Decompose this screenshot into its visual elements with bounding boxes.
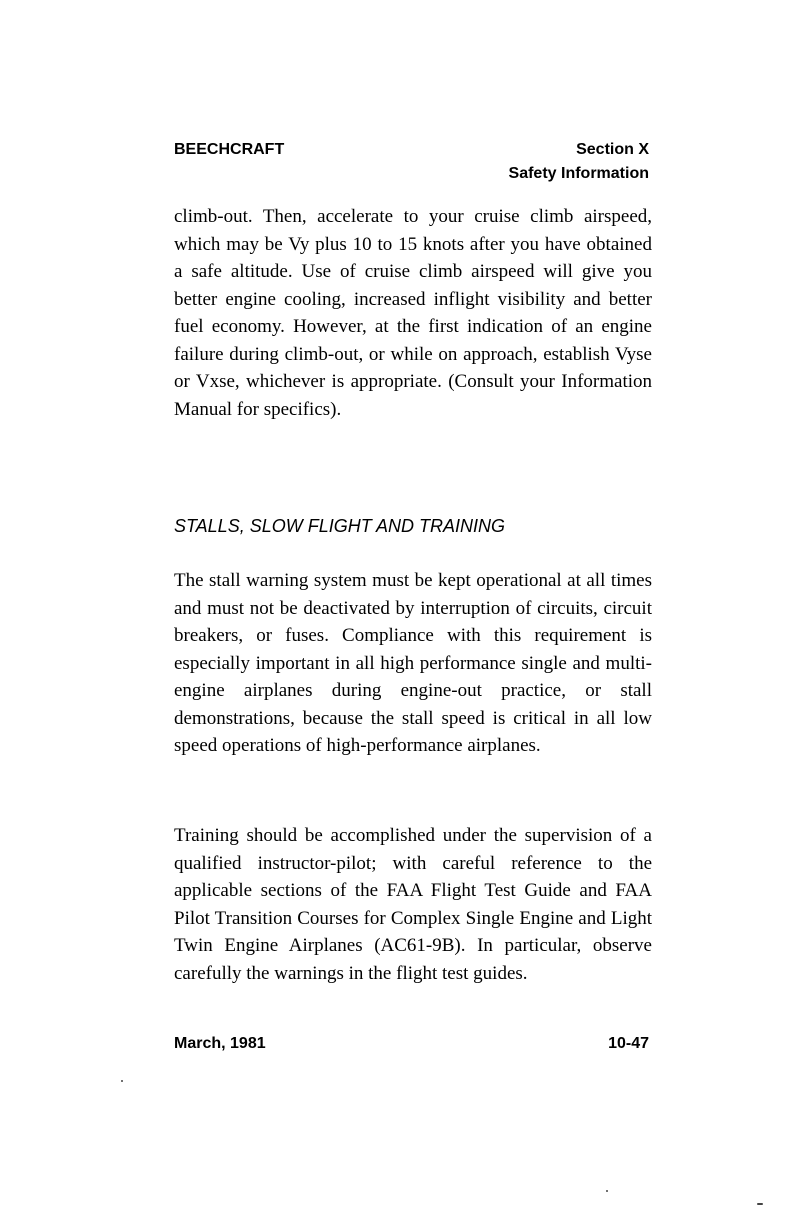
running-header-section	[509, 138, 649, 186]
scan-speck	[121, 1080, 123, 1082]
footer-date: March, 1981	[174, 1035, 266, 1052]
paragraph-stall-warning: The stall warning system must be kept operational at all times and must not be deactivated by interruption of circuits, circuit breakers, or fuses. Compliance with this requirement is especially important in all high performance single and multi-engine airplanes during engine-out practice, or stall demonstrations, because the stall speed is critical in all low speed operations of high-performance airplanes.	[174, 570, 652, 756]
section-label: Section X	[576, 141, 649, 158]
footer-page-number: 10-47	[608, 1035, 649, 1052]
subsection-label: Safety Information	[508, 165, 649, 182]
section-heading: STALLS, SLOW FLIGHT AND TRAINING	[174, 516, 506, 536]
paragraph-training: Training should be accomplished under the supervision of a qualified instructor-pilot; with careful reference to the applicable sections of the FAA Flight Test Guide and FAA Pilot Transition Courses for Complex Single Engine and Light Twin Engine Airplanes (AC61-9B). In particular, observe carefully the warnings in the flight test guides.	[174, 825, 652, 984]
running-header-title: BEECHCRAFT	[174, 141, 285, 158]
scan-speck	[606, 1190, 608, 1192]
paragraph-climb-out: climb-out. Then, accelerate to your cruise climb airspeed, which may be Vy plus 10 to 15 knots after you have obtained a safe altitude. Use of cruise climb airspeed will give you better engine cooling, increased inflight visibility and better fuel economy. However, at the first indication of an engine failure during climb-out, or while on approach, establish Vyse or Vxse, whichever is appropriate. (Consult your Information Manual for specifics).	[174, 206, 652, 420]
scan-speck	[757, 1203, 763, 1205]
